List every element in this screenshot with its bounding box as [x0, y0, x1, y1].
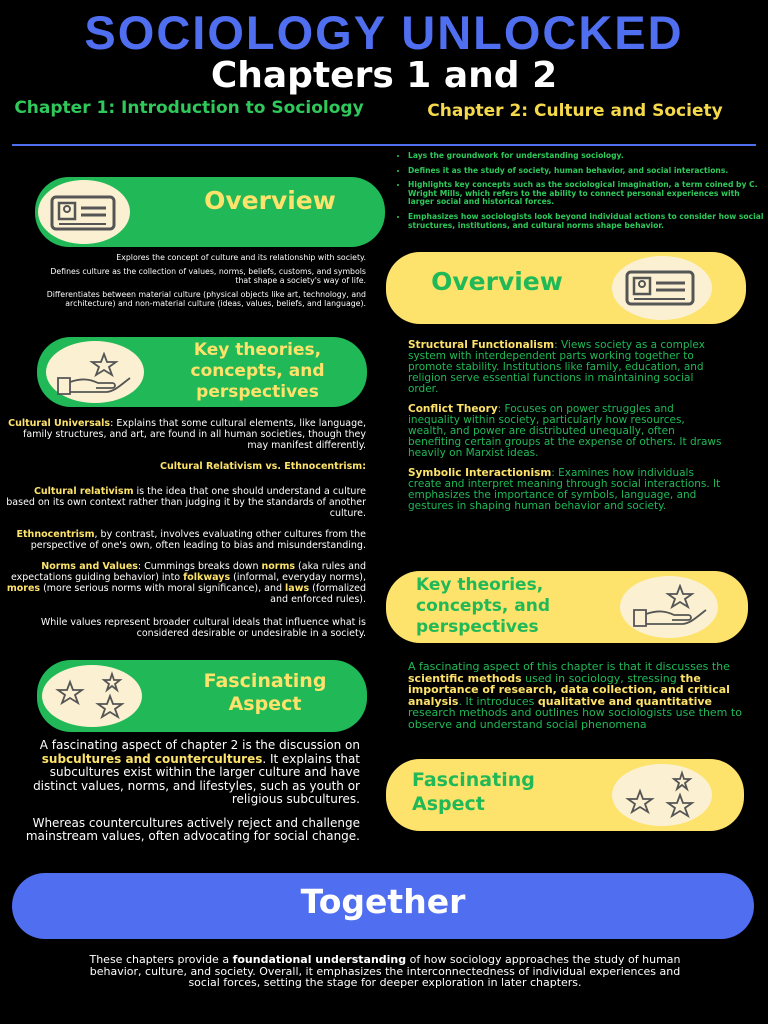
stars-icon — [618, 769, 708, 821]
subtitle: Chapters 1 and 2 — [210, 55, 558, 96]
concept-relativism-heading: Cultural Relativism vs. Ethnocentrism: — [159, 461, 366, 472]
ch1-theories-title: Key theories, concepts, and perspectives — [416, 575, 550, 637]
together-text: These chapters provide a foundational understanding of how sociology approaches the study of human behavior, culture, and society. Overall, it emphasizes the interconnectedness of individual experiences and social forces, setting the stage for deeper exploration in later chapters. — [89, 953, 681, 989]
chapter2-heading: Chapter 2: Culture and Society — [427, 101, 723, 121]
ch2-overview-title: Overview — [204, 186, 336, 215]
concept-universals: Cultural Universals: Explains that some cultural elements, like language, family structures, and art, are found in all human societies, though they may manifest differently. — [8, 418, 366, 451]
ch2-fascinating-title: Fascinating Aspect — [203, 670, 327, 715]
ch1-theories-text — [408, 340, 723, 512]
together-title: Together — [300, 882, 466, 921]
ch2-theories-title: Key theories, concepts, and perspectives — [190, 340, 325, 402]
fascinating-para: Whereas countercultures actively reject and challenge mainstream values, often advocating for social change. — [25, 815, 360, 843]
fascinating-para: A fascinating aspect of chapter 2 is the discussion on subcultures and countercultures. It explains that subcultures exist within the larger culture and have distinct values, norms, and lifestyles, such as youth or religious subcultures. — [33, 738, 360, 806]
list-item: • Lays the groundwork for understanding sociology. — [408, 152, 768, 161]
list-item: Defines culture as the collection of values, norms, beliefs, customs, and symbols that shape a society's way of life. — [50, 267, 366, 285]
ch1-fascinating-title: Fascinating Aspect — [412, 769, 535, 815]
hand-star-icon — [632, 584, 712, 628]
concept-values: While values represent broader cultural ideals that influence what is considered desirable or undesirable in a society. — [40, 617, 366, 639]
list-item: Explores the concept of culture and its relationship with society. — [116, 253, 366, 262]
ch2-overview-text — [40, 253, 366, 308]
hand-star-icon — [56, 352, 136, 396]
concept-norms: Norms and Values: Cummings breaks down norms (aka rules and expectations guiding behavior) into folkways (informal, everyday norms), mores (more serious norms with moral significance), and laws (formalized and enforced rules). — [6, 561, 366, 605]
id-card-icon — [625, 270, 695, 306]
list-item: Differentiates between material culture (physical objects like art, technology, and architecture) and non-material culture (ideas, values, beliefs, and language). — [46, 290, 366, 308]
list-item: • Emphasizes how sociologists look beyond individual actions to consider how social structures, institutions, and cultural norms shape behavior. — [408, 213, 768, 230]
theory-item: Conflict Theory: Focuses on power struggles and inequality within society, particularly how resources, wealth, and power are distributed unequally, often benefiting certain groups at the expense of others. It draws heavily on Marxist ideas. — [408, 403, 722, 459]
theory-item: Structural Functionalism: Views society as a complex system with interdependent parts working together to promote stability. Institutions like family, education, and religion serve essential functions in maintaining social order. — [408, 339, 705, 395]
list-item: • Defines it as the study of society, human behavior, and social interactions. — [408, 167, 768, 176]
ch1-fascinating-text: A fascinating aspect of this chapter is that it discusses the scientific methods used in sociology, stressing the importance of research, data collection, and critical analysis. It introduces qualitative and quantitative research methods and outlines how sociologists use them to observe and understand social phenomena — [408, 660, 742, 731]
concept-ethnocentrism: Ethnocentrism, by contrast, involves evaluating other cultures from the perspective of one's own, often leading to bias and misunderstanding. — [16, 529, 366, 551]
id-card-icon — [50, 195, 116, 231]
ch2-fascinating-text — [2, 739, 360, 844]
chapter1-heading: Chapter 1: Introduction to Sociology — [14, 98, 364, 118]
ch1-overview-title: Overview — [431, 267, 563, 296]
ch2-theories-text — [6, 418, 366, 639]
list-item: • Highlights key concepts such as the sociological imagination, a term coined by C. Wright Mills, which refers to the ability to connect personal experiences with larger social and historical forces. — [408, 181, 768, 207]
stars-icon — [48, 670, 138, 722]
ch1-overview-list — [396, 152, 768, 236]
header-divider — [12, 144, 756, 146]
concept-relativism: Cultural relativism is the idea that one should understand a culture based on its own context rather than judging it by the standards of another culture. — [6, 486, 366, 519]
main-title: SOCIOLOGY UNLOCKED — [84, 6, 684, 59]
theory-item: Symbolic Interactionism: Examines how individuals create and interpret meaning through social interactions. It emphasizes the importance of symbols, language, and gestures in shaping human behavior and society. — [408, 467, 721, 512]
